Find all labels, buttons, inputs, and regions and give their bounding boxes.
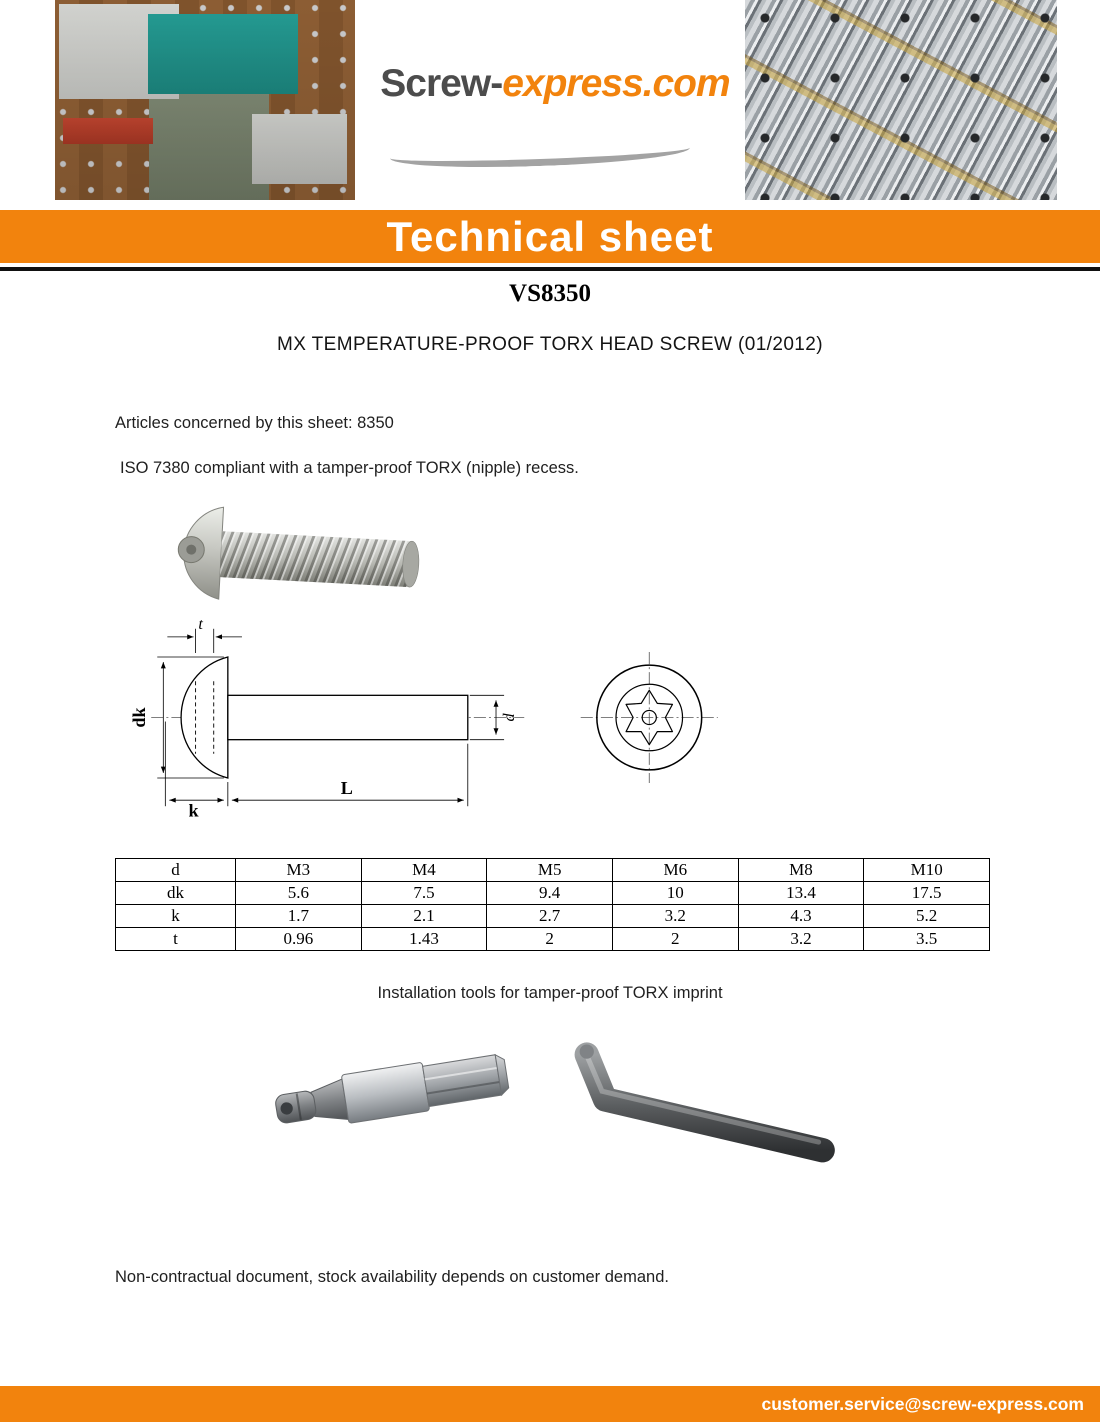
table-cell: 10 [612, 882, 738, 905]
table-cell: M5 [487, 859, 613, 882]
table-cell: M6 [612, 859, 738, 882]
shank-outline [228, 695, 468, 739]
bit-hex-shank [423, 1055, 502, 1107]
screw-threads [220, 531, 412, 587]
table-cell: 2 [487, 928, 613, 951]
torx-bit-photo [265, 1030, 510, 1155]
bit-body [341, 1062, 429, 1123]
table-cell: 5.2 [864, 905, 990, 928]
page-title: MX TEMPERATURE-PROOF TORX HEAD SCREW (01/2012) [277, 334, 823, 355]
table-cell: M8 [738, 859, 864, 882]
dim-label-t: t [198, 615, 203, 633]
screw-product-photo [125, 498, 425, 616]
table-cell: 2.7 [487, 905, 613, 928]
screws-pile-photo [745, 0, 1057, 200]
table-cell: 1.43 [361, 928, 487, 951]
footer-bar [0, 1386, 1100, 1422]
product-code: VS8350 [509, 280, 591, 307]
table-cell: 2.1 [361, 905, 487, 928]
iso-compliance-line: ISO 7380 compliant with a tamper-proof TORX (nipple) recess. [120, 459, 579, 477]
brand-logo-prefix: Screw- [380, 62, 503, 105]
table-cell: 4.3 [738, 905, 864, 928]
workbench-photo [55, 0, 355, 200]
table-cell: 13.4 [738, 882, 864, 905]
screw-photo-group [176, 505, 421, 609]
dim-label-k: k [188, 800, 199, 820]
brand-logo-suffix: express.com [502, 62, 730, 105]
table-cell: 3.5 [864, 928, 990, 951]
table-cell: M4 [361, 859, 487, 882]
table-cell: 3.2 [612, 905, 738, 928]
table-cell: M3 [236, 859, 362, 882]
end-view [581, 652, 718, 783]
brand-logo [370, 62, 740, 106]
table-cell: 17.5 [864, 882, 990, 905]
bit-group [273, 1049, 510, 1134]
table-cell: dk [116, 882, 236, 905]
table-cell: M10 [864, 859, 990, 882]
technical-drawing [125, 615, 740, 820]
table-cell: 0.96 [236, 928, 362, 951]
l-key-torx-tip [580, 1044, 594, 1058]
non-contractual-note: Non-contractual document, stock availability depends on customer demand. [115, 1268, 669, 1286]
tools-caption: Installation tools for tamper-proof TORX imprint [377, 984, 723, 1002]
table-cell: 1.7 [236, 905, 362, 928]
table-cell: d [116, 859, 236, 882]
table-row [116, 882, 990, 905]
dimensions-table [115, 858, 990, 951]
head-outline [181, 657, 228, 778]
dim-label-dk: dk [129, 707, 150, 728]
table-cell: 2 [612, 928, 738, 951]
table-row [116, 859, 990, 882]
articles-concerned-line: Articles concerned by this sheet: 8350 [115, 414, 394, 432]
table-cell: 9.4 [487, 882, 613, 905]
table-cell: k [116, 905, 236, 928]
logo-swoosh-decoration [390, 135, 691, 171]
banner-underline [0, 267, 1100, 271]
table-cell: 7.5 [361, 882, 487, 905]
customer-service-email: customer.service@screw-express.com [761, 1394, 1084, 1414]
banner-title: Technical sheet [386, 213, 714, 260]
table-row [116, 928, 990, 951]
side-view [151, 657, 524, 778]
table-row [116, 905, 990, 928]
table-cell: 5.6 [236, 882, 362, 905]
dim-label-L: L [340, 778, 353, 799]
technical-sheet-banner [0, 210, 1100, 263]
torx-l-key-photo [540, 1035, 845, 1180]
table-cell: 3.2 [738, 928, 864, 951]
table-cell: t [116, 928, 236, 951]
dim-label-d: d [501, 713, 519, 722]
